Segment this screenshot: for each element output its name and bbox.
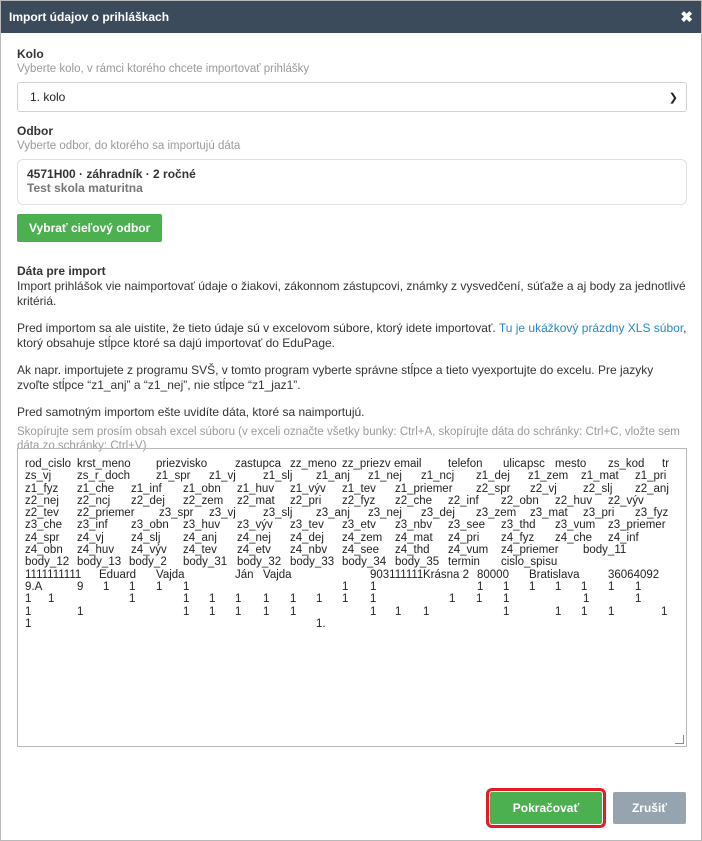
- textarea-cell: z3_priemer: [608, 519, 666, 532]
- textarea-cell: termin: [448, 556, 480, 569]
- textarea-cell: body_31: [183, 556, 228, 569]
- textarea-cell: 1: [263, 605, 270, 618]
- textarea-cell: 1: [209, 593, 216, 606]
- textarea-cell: 1111111111: [25, 568, 82, 581]
- textarea-cell: z2_zem: [183, 494, 224, 507]
- textarea-cell: z4_vj: [77, 531, 104, 544]
- textarea-cell: body_35: [395, 556, 440, 569]
- textarea-cell: z1_ncj: [421, 470, 455, 483]
- textarea-cell: 1: [77, 605, 84, 618]
- textarea-cell: z1_pri: [635, 470, 667, 483]
- textarea-cell: cislo_spisu: [501, 556, 558, 569]
- textarea-cell: z3_vum: [555, 519, 596, 532]
- textarea-line: [25, 532, 680, 544]
- textarea-line: [25, 495, 680, 507]
- textarea-cell: z4_che: [555, 531, 593, 544]
- textarea-cell: z3_slj: [263, 507, 293, 520]
- textarea-cell: 1: [608, 605, 615, 618]
- textarea-cell: tr: [662, 458, 670, 470]
- textarea-cell: telefon: [448, 458, 483, 470]
- textarea-cell: z1_fyz: [25, 482, 59, 495]
- textarea-cell: z3_see: [448, 519, 486, 532]
- textarea-cell: 1: [370, 605, 377, 618]
- textarea-cell: z4_priemer: [501, 544, 559, 557]
- textarea-cell: z2_nej: [25, 494, 59, 507]
- textarea-cell: Bratislava: [529, 568, 580, 581]
- textarea-cell: z4_pri: [448, 531, 480, 544]
- textarea-cell: z2_vj: [530, 482, 557, 495]
- textarea-cell: Ján: [235, 568, 254, 581]
- data-import-para4: Pred samotným importom ešte uvidíte dáta, ktoré sa naimportujú.: [17, 405, 365, 419]
- textarea-cell: body_12: [25, 556, 70, 569]
- textarea-cell: z3_anj: [316, 507, 350, 520]
- textarea-line: [25, 519, 680, 531]
- cancel-button[interactable]: Zrušiť: [613, 792, 686, 824]
- textarea-cell: z3_che: [25, 519, 63, 532]
- textarea-cell: z4_fyz: [501, 531, 535, 544]
- textarea-cell: zs_vj: [25, 470, 52, 483]
- textarea-cell: psc: [527, 458, 545, 470]
- data-import-para2: [17, 321, 687, 351]
- textarea-cell: z3_obn: [131, 519, 169, 532]
- textarea-cell: z4_huv: [77, 544, 115, 557]
- textarea-cell: 36064092: [608, 568, 660, 581]
- textarea-cell: z3_pri: [583, 507, 615, 520]
- textarea-cell: 1: [342, 580, 349, 593]
- textarea-cell: 1: [449, 593, 456, 606]
- textarea-cell: 1: [503, 605, 510, 618]
- textarea-cell: z1_mat: [581, 470, 619, 483]
- textarea-cell: z4_inf: [608, 531, 639, 544]
- textarea-cell: z1_huv: [237, 482, 275, 495]
- textarea-line: [25, 458, 680, 470]
- textarea-cell: z2_obn: [501, 494, 539, 507]
- textarea-cell: z4_nej: [237, 531, 271, 544]
- textarea-cell: z2_dej: [131, 494, 165, 507]
- textarea-cell: zz_meno: [290, 458, 337, 470]
- textarea-hint: Skopírujte sem prosím obsah excel súboru (v exceli označte všetky bunky: Ctrl+A, skopírujte dáta do schránky: Ctrl+C, vložte sem dáta zo schránky: Ctrl+V): [17, 426, 680, 452]
- textarea-cell: z2_anj: [635, 482, 669, 495]
- textarea-cell: z1_zem: [528, 470, 569, 483]
- textarea-line: [25, 544, 680, 556]
- textarea-cell: z4_anj: [183, 531, 217, 544]
- textarea-cell: body_34: [342, 556, 387, 569]
- data-import-para2-pre: Pred importom sa ale uistite, že tieto údaje sú v excelovom súbore, ktorý idete importovať.: [17, 321, 499, 335]
- textarea-cell: 1: [503, 593, 510, 606]
- textarea-cell: z2_pri: [290, 494, 322, 507]
- textarea-cell: 1: [316, 593, 323, 606]
- textarea-cell: 1: [635, 593, 642, 606]
- textarea-cell: 1: [608, 580, 615, 593]
- dialog-content: [17, 47, 687, 630]
- odbor-line1: 4571H00 · záhradník · 2 ročné: [27, 167, 196, 181]
- data-import-heading: Dáta pre import: [17, 264, 106, 278]
- odbor-label: Odbor: [17, 124, 53, 138]
- continue-button[interactable]: Pokračovať: [490, 792, 602, 824]
- sample-xls-link[interactable]: Tu je ukážkový prázdny XLS súbor: [498, 321, 684, 335]
- textarea-cell: z1_nej: [368, 470, 402, 483]
- textarea-cell: 1.: [316, 617, 326, 630]
- textarea-line: [25, 569, 680, 581]
- textarea-cell: 1: [503, 580, 510, 593]
- textarea-cell: 1: [183, 605, 190, 618]
- textarea-cell: z3_mat: [530, 507, 568, 520]
- textarea-cell: z1_obn: [183, 482, 221, 495]
- textarea-cell: 1: [395, 605, 402, 618]
- textarea-cell: 1: [183, 580, 190, 593]
- textarea-cell: z2_fyz: [342, 494, 376, 507]
- textarea-cell: zz_priezv: [342, 458, 391, 470]
- textarea-line: [25, 606, 680, 618]
- textarea-cell: body_11: [583, 544, 627, 557]
- textarea-cell: z4_thd: [395, 544, 430, 557]
- textarea-cell: 1: [156, 580, 163, 593]
- textarea-cell: z1_tev: [342, 482, 376, 495]
- textarea-cell: z4_výv: [131, 544, 167, 557]
- textarea-cell: z2_spr: [476, 482, 511, 495]
- textarea-cell: 1: [129, 580, 136, 593]
- textarea-cell: z4_dej: [290, 531, 324, 544]
- textarea-cell: z1_spr: [156, 470, 191, 483]
- close-icon[interactable]: ✖: [680, 8, 693, 26]
- textarea-cell: z1_výv: [290, 482, 326, 495]
- textarea-cell: z3_thd: [501, 519, 536, 532]
- textarea-cell: z2_slj: [583, 482, 613, 495]
- textarea-cell: z3_nej: [368, 507, 402, 520]
- textarea-cell: email: [394, 458, 422, 470]
- textarea-cell: 1: [103, 580, 110, 593]
- textarea-cell: z3_huv: [183, 519, 221, 532]
- textarea-cell: 1: [477, 580, 484, 593]
- textarea-cell: z3_etv: [342, 519, 376, 532]
- textarea-cell: krst_meno: [77, 458, 131, 470]
- textarea-cell: rod_cislo: [25, 458, 72, 470]
- textarea-cell: 1: [555, 605, 562, 618]
- textarea-cell: 9.A: [25, 580, 43, 593]
- kolo-selected-value: 1. kolo: [30, 90, 66, 104]
- textarea-cell: 1: [370, 580, 377, 593]
- textarea-cell: 1: [370, 593, 377, 606]
- textarea-line: [25, 593, 680, 605]
- textarea-line: [25, 581, 680, 593]
- textarea-cell: body_13: [77, 556, 122, 569]
- textarea-cell: z1_dej: [476, 470, 510, 483]
- data-import-para1: Import prihlášok vie naimportovať údaje o žiakovi, zákonnom zástupcovi, známky z vysvedčení, súťaže a aj body za jednotlivé kritériá.: [17, 279, 686, 308]
- textarea-cell: priezvisko: [156, 458, 208, 470]
- textarea-cell: z3_inf: [77, 519, 108, 532]
- kolo-label: Kolo: [17, 47, 44, 61]
- textarea-cell: z4_obn: [25, 544, 63, 557]
- textarea-line: [25, 507, 680, 519]
- textarea-cell: 1: [209, 605, 216, 618]
- selected-odbor-box: [17, 159, 687, 205]
- textarea-cell: z2_priemer: [77, 507, 135, 520]
- textarea-cell: z4_spr: [25, 531, 60, 544]
- textarea-cell: 903111111: [370, 568, 424, 581]
- textarea-cell: z2_výv: [608, 494, 644, 507]
- textarea-cell: 80000: [477, 568, 509, 581]
- textarea-cell: Vajda: [263, 568, 292, 581]
- kolo-hint: Vyberte kolo, v rámci ktorého chcete importovať prihlášky: [17, 63, 310, 75]
- textarea-cell: z4_etv: [237, 544, 271, 557]
- textarea-cell: z4_vum: [448, 544, 489, 557]
- textarea-cell: 1: [25, 617, 32, 630]
- textarea-cell: 1: [290, 605, 297, 618]
- dialog-title: Import údajov o prihláškach: [9, 10, 170, 24]
- textarea-cell: z2_tev: [25, 507, 59, 520]
- textarea-cell: z4_see: [342, 544, 380, 557]
- textarea-cell: z2_mat: [237, 494, 275, 507]
- textarea-cell: zastupca: [235, 458, 282, 470]
- odbor-hint: Vyberte odbor, do ktorého sa importujú dáta: [17, 140, 241, 152]
- textarea-cell: 1: [183, 593, 190, 606]
- chevron-down-icon: ❯: [668, 91, 678, 104]
- textarea-cell: z3_tev: [290, 519, 324, 532]
- textarea-cell: body_32: [237, 556, 282, 569]
- textarea-cell: z4_nbv: [290, 544, 328, 557]
- textarea-cell: 1: [235, 605, 242, 618]
- textarea-cell: 1: [263, 593, 270, 606]
- textarea-cell: z3_spr: [159, 507, 194, 520]
- textarea-cell: z4_tev: [183, 544, 217, 557]
- data-import-para2-post: , ktorý obsahuje stĺpce ktoré sa dajú importovať do EduPage.: [17, 321, 687, 350]
- textarea-cell: z1_priemer: [395, 482, 453, 495]
- textarea-line: [25, 556, 680, 568]
- textarea-cell: 1: [476, 593, 483, 606]
- resize-handle[interactable]: [675, 735, 684, 744]
- textarea-cell: zs_kod: [608, 458, 645, 470]
- textarea-cell: ulica: [503, 458, 527, 470]
- textarea-cell: zs_r_doch: [77, 470, 131, 483]
- textarea-cell: z3_nbv: [395, 519, 433, 532]
- textarea-cell: 1: [583, 593, 590, 606]
- textarea-cell: z1_inf: [131, 482, 162, 495]
- textarea-cell: z1_anj: [316, 470, 350, 483]
- textarea-cell: 1: [635, 580, 642, 593]
- textarea-cell: z1_slj: [263, 470, 293, 483]
- data-import-para3: Ak napr. importujete z programu SVŠ, v tomto program vyberte správne stĺpce a tieto vyexportujte do excelu. Pre jazyky zvoľte stĺpce “z1_anj” a “z1_nej”, nie stĺpce “z1_jaz1”.: [17, 363, 654, 392]
- textarea-cell: 1: [661, 605, 668, 618]
- textarea-cell: Eduard: [99, 568, 137, 581]
- excel-data-textarea[interactable]: [17, 448, 687, 747]
- textarea-cell: 1: [555, 580, 562, 593]
- textarea-cell: z2_ncj: [77, 494, 111, 507]
- textarea-cell: z1_che: [77, 482, 115, 495]
- textarea-cell: Krásna 2: [423, 568, 470, 581]
- textarea-cell: z2_inf: [448, 494, 479, 507]
- textarea-cell: 1: [529, 580, 536, 593]
- textarea-cell: 1: [342, 593, 349, 606]
- textarea-cell: 1: [423, 605, 430, 618]
- textarea-cell: 1: [25, 605, 32, 618]
- textarea-cell: Vajda: [156, 568, 185, 581]
- textarea-cell: body_2: [129, 556, 167, 569]
- textarea-cell: 1: [290, 593, 297, 606]
- textarea-cell: body_33: [290, 556, 335, 569]
- textarea-cell: z4_zem: [342, 531, 383, 544]
- textarea-cell: 1: [48, 593, 55, 606]
- textarea-cell: 1: [25, 593, 32, 606]
- textarea-cell: 1: [235, 593, 242, 606]
- odbor-line2: Test skola maturitna: [27, 181, 143, 195]
- textarea-cell: mesto: [555, 458, 587, 470]
- textarea-cell: z3_zem: [476, 507, 517, 520]
- textarea-line: [25, 483, 680, 495]
- textarea-cell: 1: [581, 605, 588, 618]
- textarea-cell: 1: [581, 580, 588, 593]
- textarea-cell: 1: [129, 593, 136, 606]
- textarea-cell: z2_huv: [555, 494, 593, 507]
- select-odbor-button[interactable]: Vybrať cieľový odbor: [17, 214, 162, 242]
- textarea-cell: 9: [77, 580, 84, 593]
- dialog-titlebar: [1, 1, 701, 33]
- textarea-cell: z4_mat: [395, 531, 433, 544]
- textarea-cell: z3_vj: [209, 507, 236, 520]
- kolo-select[interactable]: [17, 82, 687, 112]
- textarea-cell: z2_che: [395, 494, 433, 507]
- textarea-cell: z3_dej: [421, 507, 455, 520]
- textarea-line: [25, 618, 680, 630]
- textarea-cell: z3_výv: [237, 519, 273, 532]
- textarea-cell: z3_fyz: [635, 507, 669, 520]
- textarea-line: [25, 470, 680, 482]
- textarea-cell: z1_vj: [209, 470, 236, 483]
- textarea-cell: z4_slj: [131, 531, 161, 544]
